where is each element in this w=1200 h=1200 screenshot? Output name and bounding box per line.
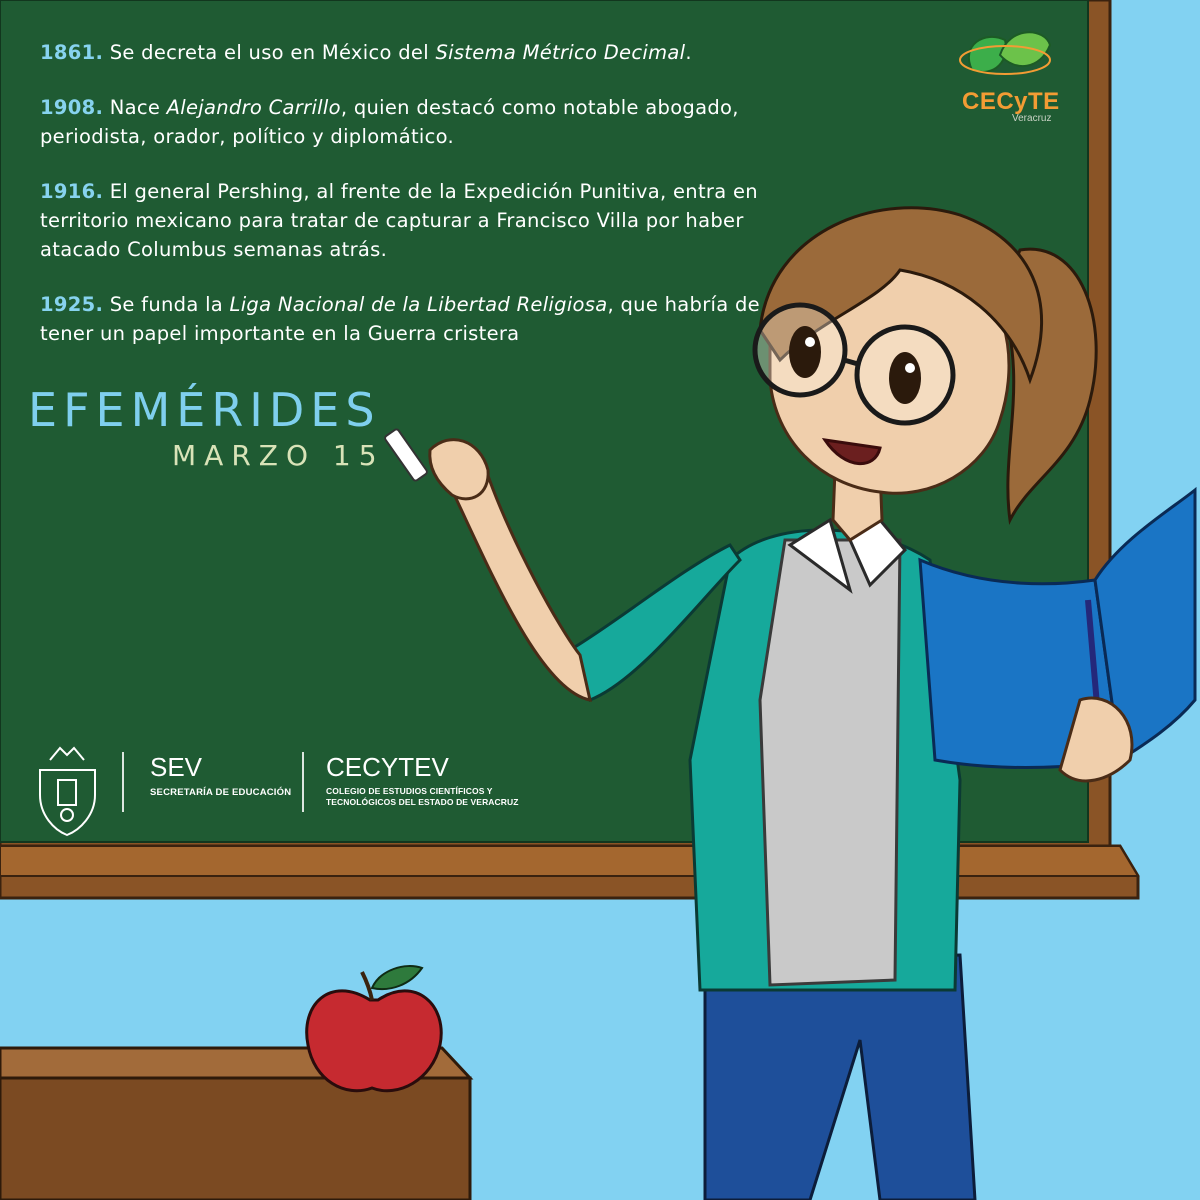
event-emphasis: Alejandro Carrillo [166, 96, 341, 119]
cecytev-logo-title: CECYTEV [326, 752, 449, 782]
event-emphasis: Liga Nacional de la Libertad Religiosa [229, 293, 608, 316]
event-item [40, 290, 770, 348]
sev-logo-title: SEV [150, 752, 203, 782]
events-list [40, 38, 770, 374]
page-title: EFEMÉRIDES [28, 383, 381, 437]
event-item [40, 38, 770, 67]
logo-divider-2 [302, 752, 304, 812]
date-label: MARZO 15 [172, 439, 385, 472]
event-text: Se decreta el uso en México del [109, 41, 436, 64]
event-text: El general Pershing, al frente de la Expedición Punitiva, entra en territorio mexicano para tratar de capturar a Francisco Villa por haber atacado Columbus semanas atrás. [40, 180, 758, 261]
event-year: 1861. [40, 41, 104, 64]
event-year: 1916. [40, 180, 104, 203]
cecyte-logo-wordmark: CECyTE [962, 88, 1060, 115]
sev-logo-subtitle: SECRETARÍA DE EDUCACIÓN [150, 787, 292, 798]
event-text: , quien destacó como notable abogado, periodista, orador, político y diplomático. [40, 96, 739, 148]
event-text: , que habría de tener un papel importante en la Guerra cristera [40, 293, 760, 345]
cecytev-logo-subtitle: COLEGIO DE ESTUDIOS CIENTÍFICOS Y TECNOLÓGICOS DEL ESTADO DE VERACRUZ [326, 786, 519, 807]
event-year: 1908. [40, 96, 104, 119]
event-item [40, 177, 770, 264]
chalk-tray-top [0, 846, 1138, 876]
logo-divider-1 [122, 752, 124, 812]
event-text: Se funda la [109, 293, 230, 316]
event-text: Nace [109, 96, 167, 119]
event-year: 1925. [40, 293, 104, 316]
event-item [40, 93, 770, 151]
event-text: . [685, 41, 692, 64]
event-emphasis: Sistema Métrico Decimal [435, 41, 686, 64]
cecyte-logo-subtitle: Veracruz [1012, 113, 1052, 124]
